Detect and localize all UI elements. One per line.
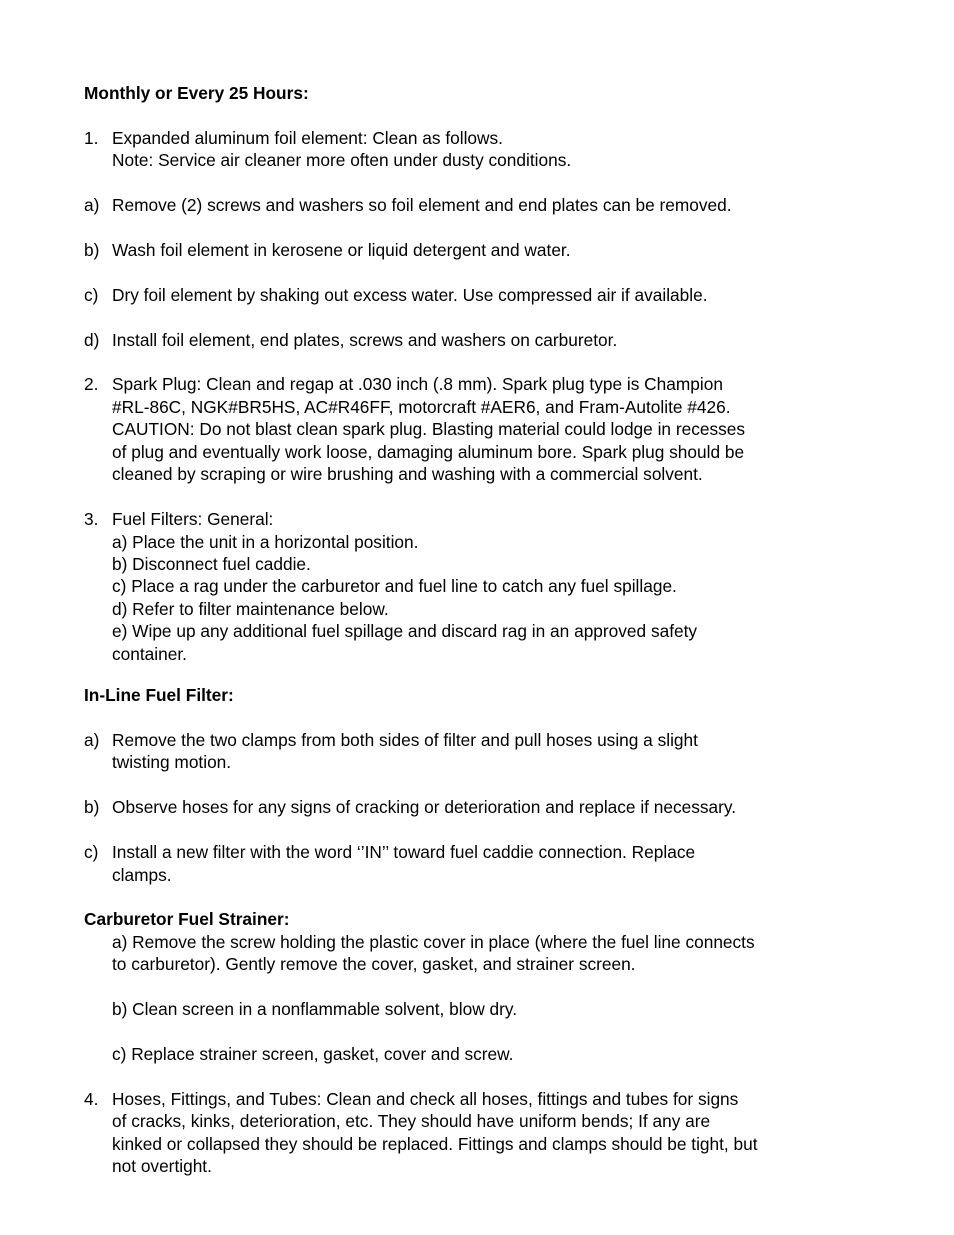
strainer-step-line: a) Remove the screw holding the plastic cover in place (where the fuel line connects [112,932,755,952]
item2-line: of plug and eventually work loose, damaging aluminum bore. Spark plug should be [112,442,745,462]
foil-step-marker: a) [84,195,100,215]
foil-step-text: Remove (2) screws and washers so foil element and end plates can be removed. [112,195,732,215]
item4-marker: 4. [84,1089,99,1109]
heading-carburetor-strainer: Carburetor Fuel Strainer: [84,909,290,929]
item1-line: Expanded aluminum foil element: Clean as follows. [112,128,503,148]
inline-step-line: Remove the two clamps from both sides of filter and pull hoses using a slight [112,730,698,750]
inline-step-line: Observe hoses for any signs of cracking or deterioration and replace if necessary. [112,797,737,817]
foil-step-marker: d) [84,330,100,350]
item1-line: Note: Service air cleaner more often under dusty conditions. [112,150,572,170]
inline-step-line: Install a new filter with the word ‘’IN’’ toward fuel caddie connection. Replace [112,842,696,862]
heading-monthly: Monthly or Every 25 Hours: [84,83,309,103]
item2-line: CAUTION: Do not blast clean spark plug. Blasting material could lodge in recesses [112,419,745,439]
item4-line: of cracks, kinks, deterioration, etc. They should have uniform bends; If any are [112,1111,711,1131]
item2-line: cleaned by scraping or wire brushing and washing with a commercial solvent. [112,464,703,484]
item3-marker: 3. [84,509,99,529]
item1-marker: 1. [84,128,99,148]
inline-step-marker: c) [84,842,99,862]
inline-step-marker: a) [84,730,100,750]
foil-step-text: Dry foil element by shaking out excess water. Use compressed air if available. [112,285,708,305]
inline-step-line: twisting motion. [112,752,232,772]
inline-step-marker: b) [84,797,100,817]
strainer-step-line: to carburetor). Gently remove the cover, gasket, and strainer screen. [112,954,636,974]
item2-line: Spark Plug: Clean and regap at .030 inch (.8 mm). Spark plug type is Champion [112,374,723,394]
heading-inline-filter: In-Line Fuel Filter: [84,685,234,705]
item3-line: a) Place the unit in a horizontal position. [112,532,419,552]
foil-step-marker: b) [84,240,100,260]
strainer-step-line: b) Clean screen in a nonflammable solvent, blow dry. [112,999,518,1019]
item3-line: e) Wipe up any additional fuel spillage and discard rag in an approved safety [112,621,698,641]
item2-marker: 2. [84,374,99,394]
item4-line: kinked or collapsed they should be replaced. Fittings and clamps should be tight, but [112,1134,758,1154]
item3-line: Fuel Filters: General: [112,509,274,529]
item4-line: not overtight. [112,1156,212,1176]
foil-step-marker: c) [84,285,99,305]
inline-step-line: clamps. [112,865,172,885]
foil-step-text: Wash foil element in kerosene or liquid detergent and water. [112,240,571,260]
item4-line: Hoses, Fittings, and Tubes: Clean and check all hoses, fittings and tubes for signs [112,1089,739,1109]
item3-line: container. [112,644,187,664]
foil-step-text: Install foil element, end plates, screws and washers on carburetor. [112,330,618,350]
item3-line: c) Place a rag under the carburetor and fuel line to catch any fuel spillage. [112,576,677,596]
item2-line: #RL-86C, NGK#BR5HS, AC#R46FF, motorcraft #AER6, and Fram-Autolite #426. [112,397,731,417]
strainer-step-line: c) Replace strainer screen, gasket, cover and screw. [112,1044,514,1064]
item3-line: d) Refer to filter maintenance below. [112,599,389,619]
item3-line: b) Disconnect fuel caddie. [112,554,311,574]
